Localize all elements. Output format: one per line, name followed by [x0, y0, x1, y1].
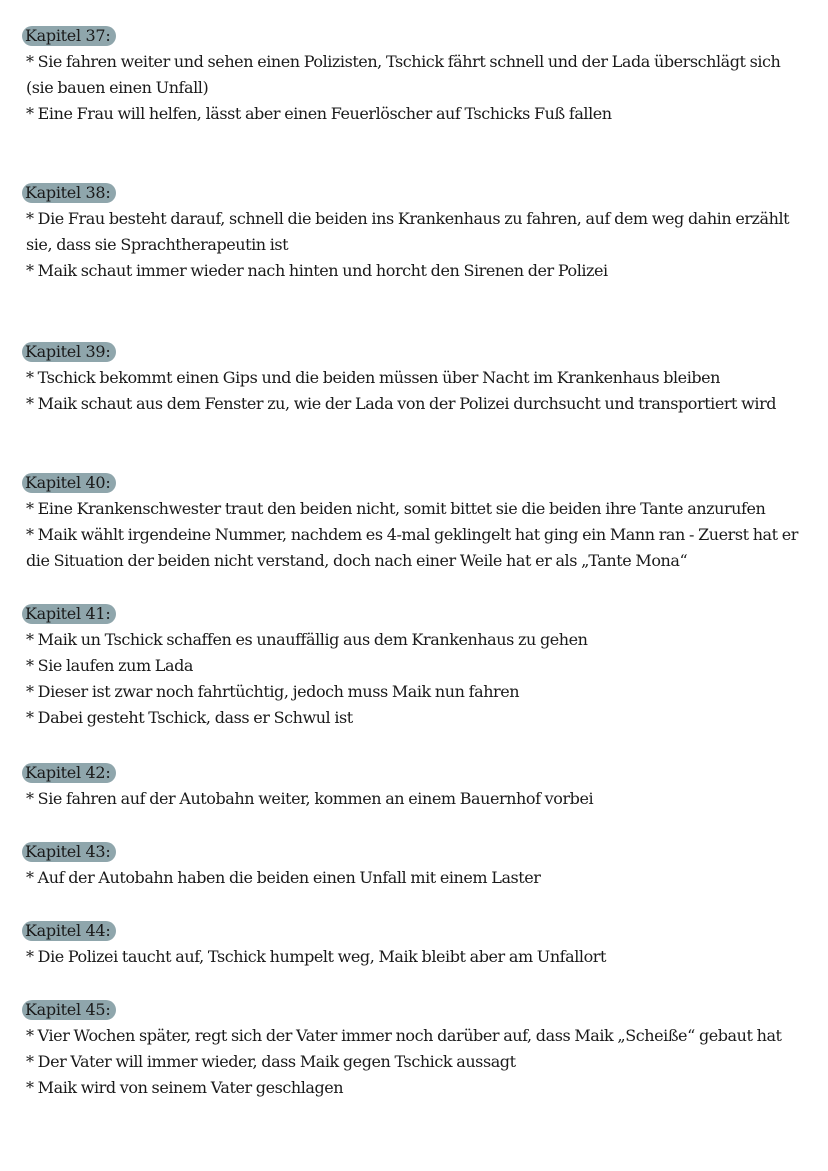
chapter-notes	[26, 496, 806, 574]
chapter-43	[26, 842, 806, 891]
note-item: * Sie laufen zum Lada	[26, 656, 193, 675]
chapter-44	[26, 921, 806, 970]
chapter-notes	[26, 1023, 806, 1101]
chapter-notes	[26, 49, 806, 127]
chapter-heading: Kapitel 37:	[22, 26, 116, 46]
note-item: * Tschick bekommt einen Gips und die beiden müssen über Nacht im Krankenhaus bleiben	[26, 368, 721, 387]
note-item: * Der Vater will immer wieder, dass Maik gegen Tschick aussagt	[26, 1052, 516, 1071]
chapter-40	[26, 473, 806, 574]
note-item: * Dabei gesteht Tschick, dass er Schwul ist	[26, 708, 353, 727]
chapter-notes	[26, 786, 806, 812]
chapter-heading: Kapitel 38:	[22, 183, 116, 203]
chapter-heading: Kapitel 45:	[22, 1000, 116, 1020]
chapter-heading: Kapitel 43:	[22, 842, 116, 862]
chapter-notes	[26, 944, 806, 970]
chapter-39	[26, 342, 806, 417]
note-item: * Die Frau besteht darauf, schnell die beiden ins Krankenhaus zu fahren, auf dem weg dahin erzählt sie, dass sie Sprachtherapeutin ist	[26, 209, 790, 254]
chapter-41	[26, 604, 806, 731]
chapter-notes	[26, 865, 806, 891]
note-item: * Dieser ist zwar noch fahrtüchtig, jedoch muss Maik nun fahren	[26, 682, 520, 701]
chapter-heading: Kapitel 44:	[22, 921, 116, 941]
chapter-38	[26, 183, 806, 284]
chapter-notes	[26, 627, 806, 731]
note-item: * Maik schaut aus dem Fenster zu, wie der Lada von der Polizei durchsucht und transportiert wird	[26, 394, 777, 413]
chapter-heading: Kapitel 41:	[22, 604, 116, 624]
note-item: * Maik wird von seinem Vater geschlagen	[26, 1078, 344, 1097]
chapter-45	[26, 1000, 806, 1101]
chapter-notes	[26, 206, 806, 284]
chapter-42	[26, 763, 806, 812]
chapter-notes	[26, 365, 806, 417]
chapter-heading: Kapitel 40:	[22, 473, 116, 493]
note-item: * Maik schaut immer wieder nach hinten und horcht den Sirenen der Polizei	[26, 261, 608, 280]
note-item: * Maik wählt irgendeine Nummer, nachdem es 4-mal geklingelt hat ging ein Mann ran - Zuerst hat er die Situation der beiden nicht verstand, doch nach einer Weile hat er als „Tante Mona“	[26, 525, 798, 570]
note-item: * Die Polizei taucht auf, Tschick humpelt weg, Maik bleibt aber am Unfallort	[26, 947, 606, 966]
chapter-heading: Kapitel 39:	[22, 342, 116, 362]
note-item: * Eine Frau will helfen, lässt aber einen Feuerlöscher auf Tschicks Fuß fallen	[26, 104, 612, 123]
note-item: * Sie fahren auf der Autobahn weiter, kommen an einem Bauernhof vorbei	[26, 789, 594, 808]
note-item: * Auf der Autobahn haben die beiden einen Unfall mit einem Laster	[26, 868, 541, 887]
note-item: * Eine Krankenschwester traut den beiden nicht, somit bittet sie die beiden ihre Tante anzurufen	[26, 499, 766, 518]
chapter-37	[26, 26, 806, 127]
note-item: * Sie fahren weiter und sehen einen Polizisten, Tschick fährt schnell und der Lada überschlägt sich (sie bauen einen Unfall)	[26, 52, 781, 97]
note-item: * Maik un Tschick schaffen es unauffällig aus dem Krankenhaus zu gehen	[26, 630, 588, 649]
chapter-heading: Kapitel 42:	[22, 763, 116, 783]
note-item: * Vier Wochen später, regt sich der Vater immer noch darüber auf, dass Maik „Scheiße“ gebaut hat	[26, 1026, 782, 1045]
